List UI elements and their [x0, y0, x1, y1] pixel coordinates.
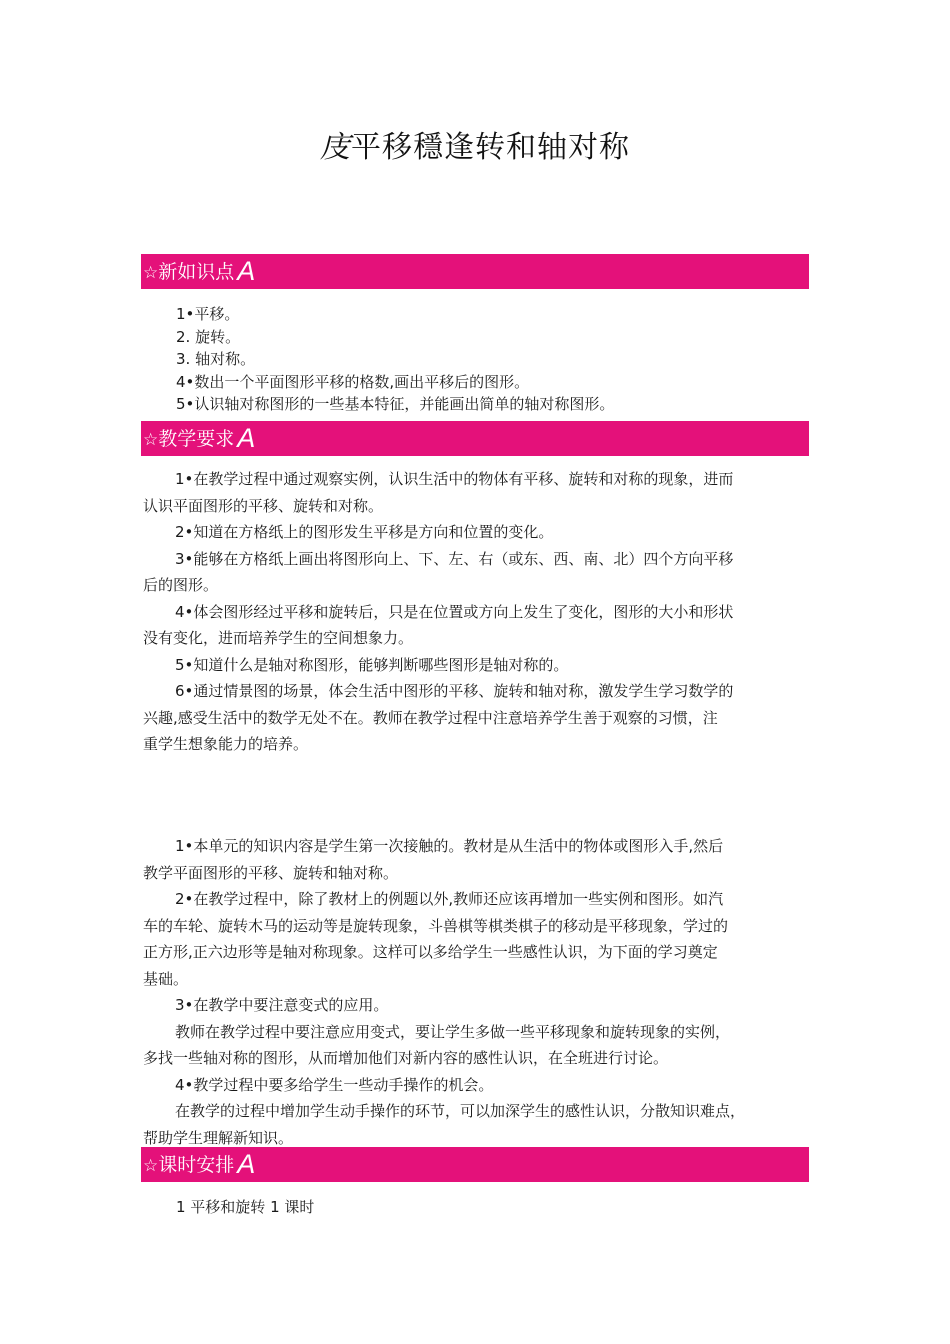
- text-line: 重学生想象能力的培养。: [143, 735, 309, 753]
- text-line: 没有变化，进而培养学生的空间想象力。: [143, 629, 414, 647]
- text-line: 2•在教学过程中，除了教材上的例题以外,教师还应该再增加一些实例和图形。如汽: [175, 890, 724, 908]
- text-line: 2•知道在方格纸上的图形发生平移是方向和位置的变化。: [175, 523, 554, 541]
- paragraph: [143, 466, 809, 519]
- paragraph: [143, 1072, 809, 1099]
- title-lead-glyph: 庋: [320, 130, 351, 165]
- requirements-body: [143, 466, 809, 758]
- paragraph: [143, 546, 809, 599]
- list-item: 2. 旋转。: [176, 327, 241, 346]
- text-line: 后的图形。: [143, 576, 219, 594]
- text-line: 在教学的过程中增加学生动手操作的环节，可以加深学生的感性认识，分散知识难点，: [175, 1102, 746, 1120]
- section-header-schedule: [141, 1147, 809, 1182]
- text-line: 多找一些轴对称的图形，从而增加他们对新内容的感性认识，在全班进行讨论。: [143, 1049, 669, 1067]
- page-title: [0, 122, 950, 166]
- paragraph: [143, 992, 809, 1019]
- star-icon: ☆: [143, 430, 159, 450]
- text-line: 教师在教学过程中要注意应用变式，要让学生多做一些平移现象和旋转现象的实例，: [175, 1022, 731, 1041]
- paragraph: [143, 886, 809, 992]
- star-icon: ☆: [143, 1156, 159, 1176]
- section-heading: 教学要求: [158, 428, 235, 450]
- section-heading: 课时安排: [158, 1154, 235, 1176]
- text-line: 4•体会图形经过平移和旋转后，只是在位置或方向上发生了变化，图形的大小和形状: [175, 602, 734, 621]
- text-line: 4•教学过程中要多给学生一些动手操作的机会。: [175, 1075, 494, 1094]
- text-line: 1•在教学过程中通过观察实例，认识生活中的物体有平移、旋转和对称的现象，进而: [175, 470, 734, 488]
- paragraph: [143, 599, 809, 652]
- list-item: 1 平移和旋转 1 课时: [176, 1198, 315, 1216]
- paragraph: [143, 678, 809, 758]
- list-item: 4•数出一个平面图形平移的格数,画出平移后的图形。: [176, 372, 530, 391]
- text-line: 基础。: [143, 969, 189, 988]
- section-header-requirements: [141, 421, 809, 456]
- text-line: 6•通过情景图的场景，体会生活中图形的平移、旋转和轴对称，激发学生学习数学的: [175, 682, 734, 700]
- paragraph: [143, 1098, 809, 1151]
- section-mark: A: [237, 1149, 256, 1179]
- text-line: 3•能够在方格纸上画出将图形向上、下、左、右（或东、西、南、北）四个方向平移: [175, 549, 734, 568]
- new-knowledge-list: [176, 303, 614, 416]
- text-line: 帮助学生理解新知识。: [143, 1128, 294, 1147]
- schedule-list: [176, 1196, 314, 1219]
- title-text: 平移穩逢转和轴对称: [351, 130, 630, 165]
- text-line: 认识平面图形的平移、旋转和对称。: [143, 496, 384, 515]
- text-line: 3•在教学中要注意变式的应用。: [175, 996, 389, 1014]
- section-heading: 新如识点: [158, 261, 235, 283]
- text-line: 车的车轮、旋转木马的运动等是旋转现象，斗兽棋等棋类棋子的移动是平移现象，学过的: [143, 916, 729, 935]
- suggestions-body: [143, 833, 809, 1151]
- paragraph: [143, 833, 809, 886]
- section-mark: A: [237, 423, 256, 453]
- text-line: 正方形,正六边形等是轴对称现象。这样可以多给学生一些感性认识，为下面的学习奠定: [143, 943, 718, 961]
- paragraph: [143, 1019, 809, 1072]
- star-icon: ☆: [143, 263, 159, 283]
- text-line: 兴趣,感受生活中的数学无处不在。教师在教学过程中注意培养学生善于观察的习惯，注: [143, 708, 718, 727]
- text-line: 教学平面图形的平移、旋转和轴对称。: [143, 863, 399, 882]
- section-mark: A: [237, 256, 256, 286]
- section-header-new-knowledge: [141, 254, 809, 289]
- paragraph: [143, 652, 809, 679]
- list-item: 3. 轴对称。: [176, 350, 256, 368]
- text-line: 5•知道什么是轴对称图形，能够判断哪些图形是轴对称的。: [175, 655, 569, 674]
- paragraph: [143, 519, 809, 546]
- list-item: 5•认识轴对称图形的一些基本特征，并能画出简单的轴对称图形。: [176, 395, 615, 413]
- list-item: 1•平移。: [176, 305, 240, 323]
- text-line: 1•本单元的知识内容是学生第一次接触的。教材是从生活中的物体或图形入手,然后: [175, 837, 724, 855]
